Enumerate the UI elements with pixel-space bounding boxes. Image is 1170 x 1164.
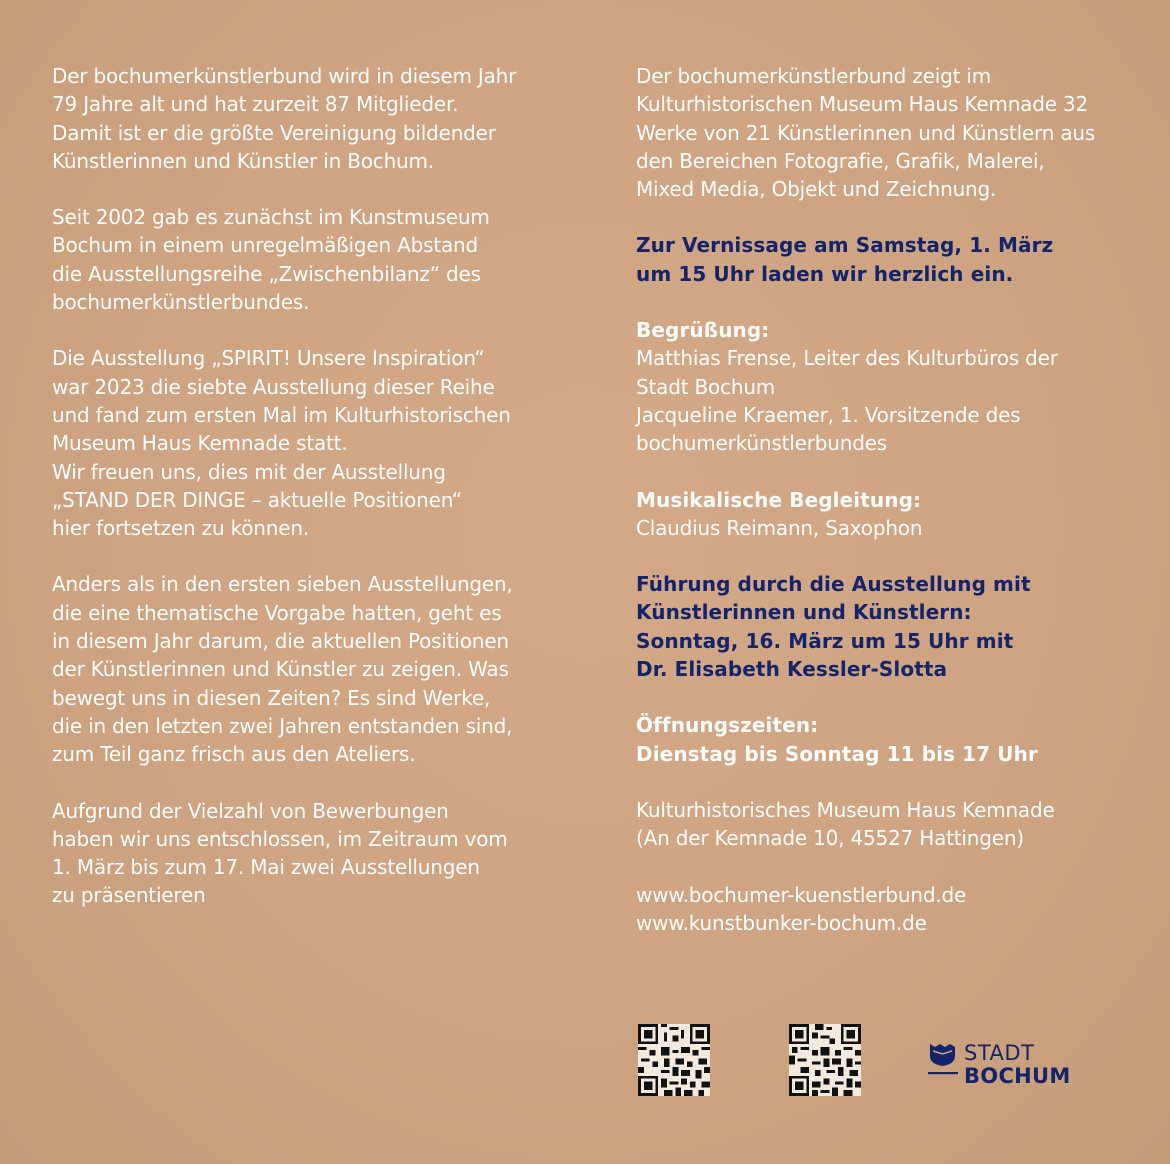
paragraph-intro: Der bochumerkünstlerbund wird in diesem Jahr 79 Jahre alt und hat zurzeit 87 Mitglieder. Damit ist er die größte Vereinigung bildender Künstlerinnen und Künstler in Bochum. [52, 64, 517, 173]
logo-line-bochum: BOCHUM [964, 1064, 1071, 1088]
paragraph-history: Seit 2002 gab es zunächst im Kunstmuseum Bochum in einem unregelmäßigen Abstand die Ausstellungsreihe „Zwischenbilanz“ des bochumerkünstlerbundes. [52, 205, 490, 315]
greeting-block [636, 316, 1156, 457]
tour-info: Führung durch die Ausstellung mit Künstlerinnen und Künstlern: Sonntag, 16. März um 15 Uhr mit Dr. Elisabeth Kessler-Slotta [636, 572, 1031, 682]
greeting-text: Matthias Frense, Leiter des Kulturbüros der Stadt Bochum Jacqueline Kraemer, 1. Vorsitzende des bochumerkünstlerbundes [636, 346, 1058, 456]
qr-code-icon [789, 1024, 861, 1096]
stadt-bochum-logo [928, 1040, 1088, 1096]
right-column [636, 62, 1156, 965]
music-block [636, 486, 1156, 543]
left-column [52, 62, 582, 938]
logo-line-stadt: STADT [964, 1041, 1035, 1065]
music-text: Claudius Reimann, Saxophon [636, 515, 923, 540]
paragraph-exhibition: Der bochumerkünstlerbund zeigt im Kulturhistorischen Museum Haus Kemnade 32 Werke von 21 Künstlerinnen und Künstlern aus den Bereichen Fotografie, Grafik, Malerei, Mixed Media, Objekt und Zeichnung. [636, 64, 1096, 202]
music-heading: Musikalische Begleitung: [636, 487, 922, 512]
link-kuenstlerbund[interactable]: www.bochumer-kuenstlerbund.de [636, 882, 967, 907]
hours-text: Dienstag bis Sonntag 11 bis 17 Uhr [636, 741, 1038, 766]
link-kunstbunker[interactable]: www.kunstbunker-bochum.de [636, 910, 927, 935]
vernissage-invitation: Zur Vernissage am Samstag, 1. März um 15 Uhr laden wir herzlich ein. [636, 233, 1054, 286]
paragraph-spirit: Die Ausstellung „SPIRIT! Unsere Inspiration“ war 2023 die siebte Ausstellung dieser Reihe und fand zum ersten Mal im Kulturhistorischen Museum Haus Kemnade statt. Wir freuen uns, dies mit der Ausstellung „STAND DER DINGE – aktuelle Positionen“ hier fortsetzen zu können. [52, 346, 511, 541]
museum-address: Kulturhistorisches Museum Haus Kemnade (An der Kemnade 10, 45527 Hattingen) [636, 797, 1055, 851]
links-block [636, 881, 1156, 938]
logo-text [964, 1042, 1071, 1088]
paragraph-applications: Aufgrund der Vielzahl von Bewerbungen haben wir uns entschlossen, im Zeitraum vom 1. März bis zum 17. Mai zwei Ausstellungen zu präsentieren [52, 798, 508, 908]
qr-code-icon [638, 1024, 710, 1096]
hours-block [636, 711, 1156, 768]
bochum-crest-icon [928, 1042, 958, 1078]
greeting-heading: Begrüßung: [636, 318, 770, 343]
hours-heading: Öffnungszeiten: [636, 713, 819, 738]
paragraph-positions: Anders als in den ersten sieben Ausstellungen, die eine thematische Vorgabe hatten, geht es in diesem Jahr darum, die aktuellen Positionen der Künstlerinnen und Künstler zu zeigen. Was bewegt uns in diesen Zeiten? Es sind Werke, die in den letzten zwei Jahren entstanden sind, zum Teil ganz frisch aus den Ateliers. [52, 572, 513, 767]
